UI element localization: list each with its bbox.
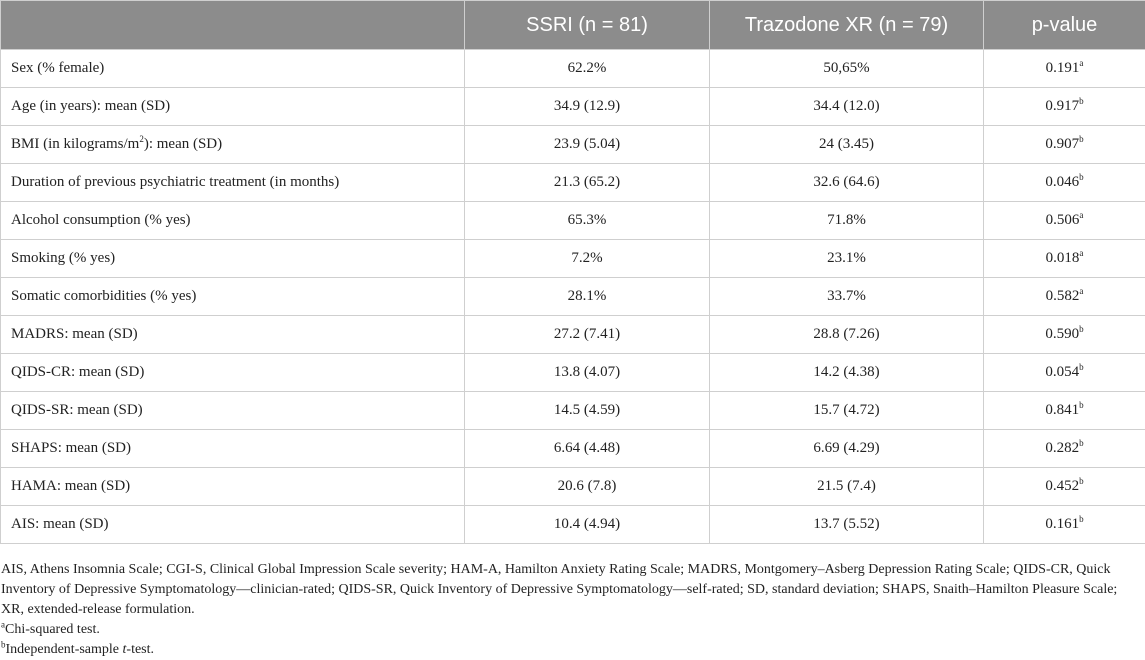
footnote-a [1, 620, 1141, 640]
trazodone-value: 34.4 (12.0) [710, 88, 984, 126]
row-label: MADRS: mean (SD) [1, 316, 465, 354]
table-row [1, 240, 1145, 278]
p-value: 0.161 [1045, 516, 1079, 532]
trazodone-value: 23.1% [710, 240, 984, 278]
row-label: HAMA: mean (SD) [1, 468, 465, 506]
ssri-value: 7.2% [465, 240, 710, 278]
row-label: QIDS-SR: mean (SD) [1, 392, 465, 430]
table-row [1, 392, 1145, 430]
table-row [1, 430, 1145, 468]
test-footnote-mark: b [1079, 438, 1084, 448]
table-row [1, 468, 1145, 506]
footnote-a-mark: a [1, 619, 5, 629]
test-footnote-mark: a [1079, 58, 1083, 68]
p-value: 0.282 [1045, 440, 1079, 456]
abbreviations-note: AIS, Athens Insomnia Scale; CGI-S, Clinical Global Impression Scale severity; HAM-A, Hamilton Anxiety Rating Scale; MADRS, Montgomery–Asberg Depression Rating Scale; QIDS-CR, Quick Inventory of Depressive Symptomatology—clinician-rated; QIDS-SR, Quick Inventory of Depressive Symptomatology—self-rated; SD, standard deviation; SHAPS, Snaith–Hamilton Pleasure Scale; XR, extended-release formulation. [1, 560, 1141, 620]
p-value: 0.917 [1045, 98, 1079, 114]
p-value-cell [984, 50, 1145, 88]
trazodone-value: 28.8 (7.26) [710, 316, 984, 354]
p-value-cell [984, 240, 1145, 278]
ssri-value: 10.4 (4.94) [465, 506, 710, 544]
row-label: Duration of previous psychiatric treatment (in months) [1, 164, 465, 202]
row-label-superscript: 2 [139, 134, 144, 144]
header-variable [1, 1, 465, 50]
p-value: 0.054 [1045, 364, 1079, 380]
p-value-cell [984, 430, 1145, 468]
trazodone-value: 14.2 (4.38) [710, 354, 984, 392]
ssri-value: 34.9 (12.9) [465, 88, 710, 126]
p-value: 0.191 [1046, 60, 1080, 76]
row-label: Smoking (% yes) [1, 240, 465, 278]
header-p-value: p-value [984, 1, 1145, 50]
ssri-value: 6.64 (4.48) [465, 430, 710, 468]
p-value-cell [984, 354, 1145, 392]
test-footnote-mark: b [1079, 134, 1084, 144]
ssri-value: 13.8 (4.07) [465, 354, 710, 392]
footnote-b-mark: b [1, 639, 6, 649]
p-value-cell [984, 468, 1145, 506]
row-label: AIS: mean (SD) [1, 506, 465, 544]
row-label: Somatic comorbidities (% yes) [1, 278, 465, 316]
ssri-value: 65.3% [465, 202, 710, 240]
p-value-cell [984, 316, 1145, 354]
p-value-cell [984, 202, 1145, 240]
test-footnote-mark: a [1079, 248, 1083, 258]
p-value: 0.582 [1046, 288, 1080, 304]
ssri-value: 28.1% [465, 278, 710, 316]
footnote-b-text: Independent-sample [6, 642, 123, 657]
test-footnote-mark: b [1079, 324, 1084, 334]
p-value-cell [984, 392, 1145, 430]
table-row [1, 354, 1145, 392]
header-ssri: SSRI (n = 81) [465, 1, 710, 50]
p-value-cell [984, 88, 1145, 126]
test-footnote-mark: b [1079, 400, 1084, 410]
ssri-value: 27.2 (7.41) [465, 316, 710, 354]
row-label: Age (in years): mean (SD) [1, 88, 465, 126]
trazodone-value: 71.8% [710, 202, 984, 240]
trazodone-value: 32.6 (64.6) [710, 164, 984, 202]
row-label-text: BMI (in kilograms/m [11, 136, 139, 152]
trazodone-value: 50,65% [710, 50, 984, 88]
table-row [1, 126, 1145, 164]
test-footnote-mark: a [1079, 210, 1083, 220]
p-value: 0.506 [1046, 212, 1080, 228]
footnote-a-text: Chi-squared test. [5, 622, 100, 637]
table-row [1, 278, 1145, 316]
ssri-value: 20.6 (7.8) [465, 468, 710, 506]
p-value: 0.841 [1045, 402, 1079, 418]
table-row [1, 506, 1145, 544]
ssri-value: 62.2% [465, 50, 710, 88]
table-row [1, 316, 1145, 354]
test-footnote-mark: a [1079, 286, 1083, 296]
test-footnote-mark: b [1079, 96, 1084, 106]
p-value-cell [984, 506, 1145, 544]
table-header-row [1, 1, 1145, 50]
trazodone-value: 21.5 (7.4) [710, 468, 984, 506]
row-label: QIDS-CR: mean (SD) [1, 354, 465, 392]
p-value: 0.907 [1045, 136, 1079, 152]
test-footnote-mark: b [1079, 514, 1084, 524]
table-footnotes [1, 560, 1141, 660]
table-row [1, 88, 1145, 126]
trazodone-value: 13.7 (5.52) [710, 506, 984, 544]
p-value: 0.018 [1046, 250, 1080, 266]
p-value-cell [984, 278, 1145, 316]
table-row [1, 164, 1145, 202]
p-value: 0.452 [1045, 478, 1079, 494]
p-value-cell [984, 126, 1145, 164]
test-footnote-mark: b [1079, 476, 1084, 486]
footnote-b-text-end: -test. [126, 642, 154, 657]
row-label [1, 126, 465, 164]
p-value: 0.046 [1045, 174, 1079, 190]
trazodone-value: 24 (3.45) [710, 126, 984, 164]
test-footnote-mark: b [1079, 362, 1084, 372]
p-value: 0.590 [1045, 326, 1079, 342]
ssri-value: 21.3 (65.2) [465, 164, 710, 202]
footnote-b-t-italic: t [123, 642, 127, 657]
row-label: Alcohol consumption (% yes) [1, 202, 465, 240]
trazodone-value: 6.69 (4.29) [710, 430, 984, 468]
row-label: SHAPS: mean (SD) [1, 430, 465, 468]
p-value-cell [984, 164, 1145, 202]
test-footnote-mark: b [1079, 172, 1084, 182]
trazodone-value: 15.7 (4.72) [710, 392, 984, 430]
ssri-value: 14.5 (4.59) [465, 392, 710, 430]
trazodone-value: 33.7% [710, 278, 984, 316]
table-row [1, 50, 1145, 88]
table-row [1, 202, 1145, 240]
ssri-value: 23.9 (5.04) [465, 126, 710, 164]
row-label: Sex (% female) [1, 50, 465, 88]
row-label-text-end: ): mean (SD) [144, 136, 222, 152]
footnote-b [1, 640, 1141, 660]
header-trazodone: Trazodone XR (n = 79) [710, 1, 984, 50]
